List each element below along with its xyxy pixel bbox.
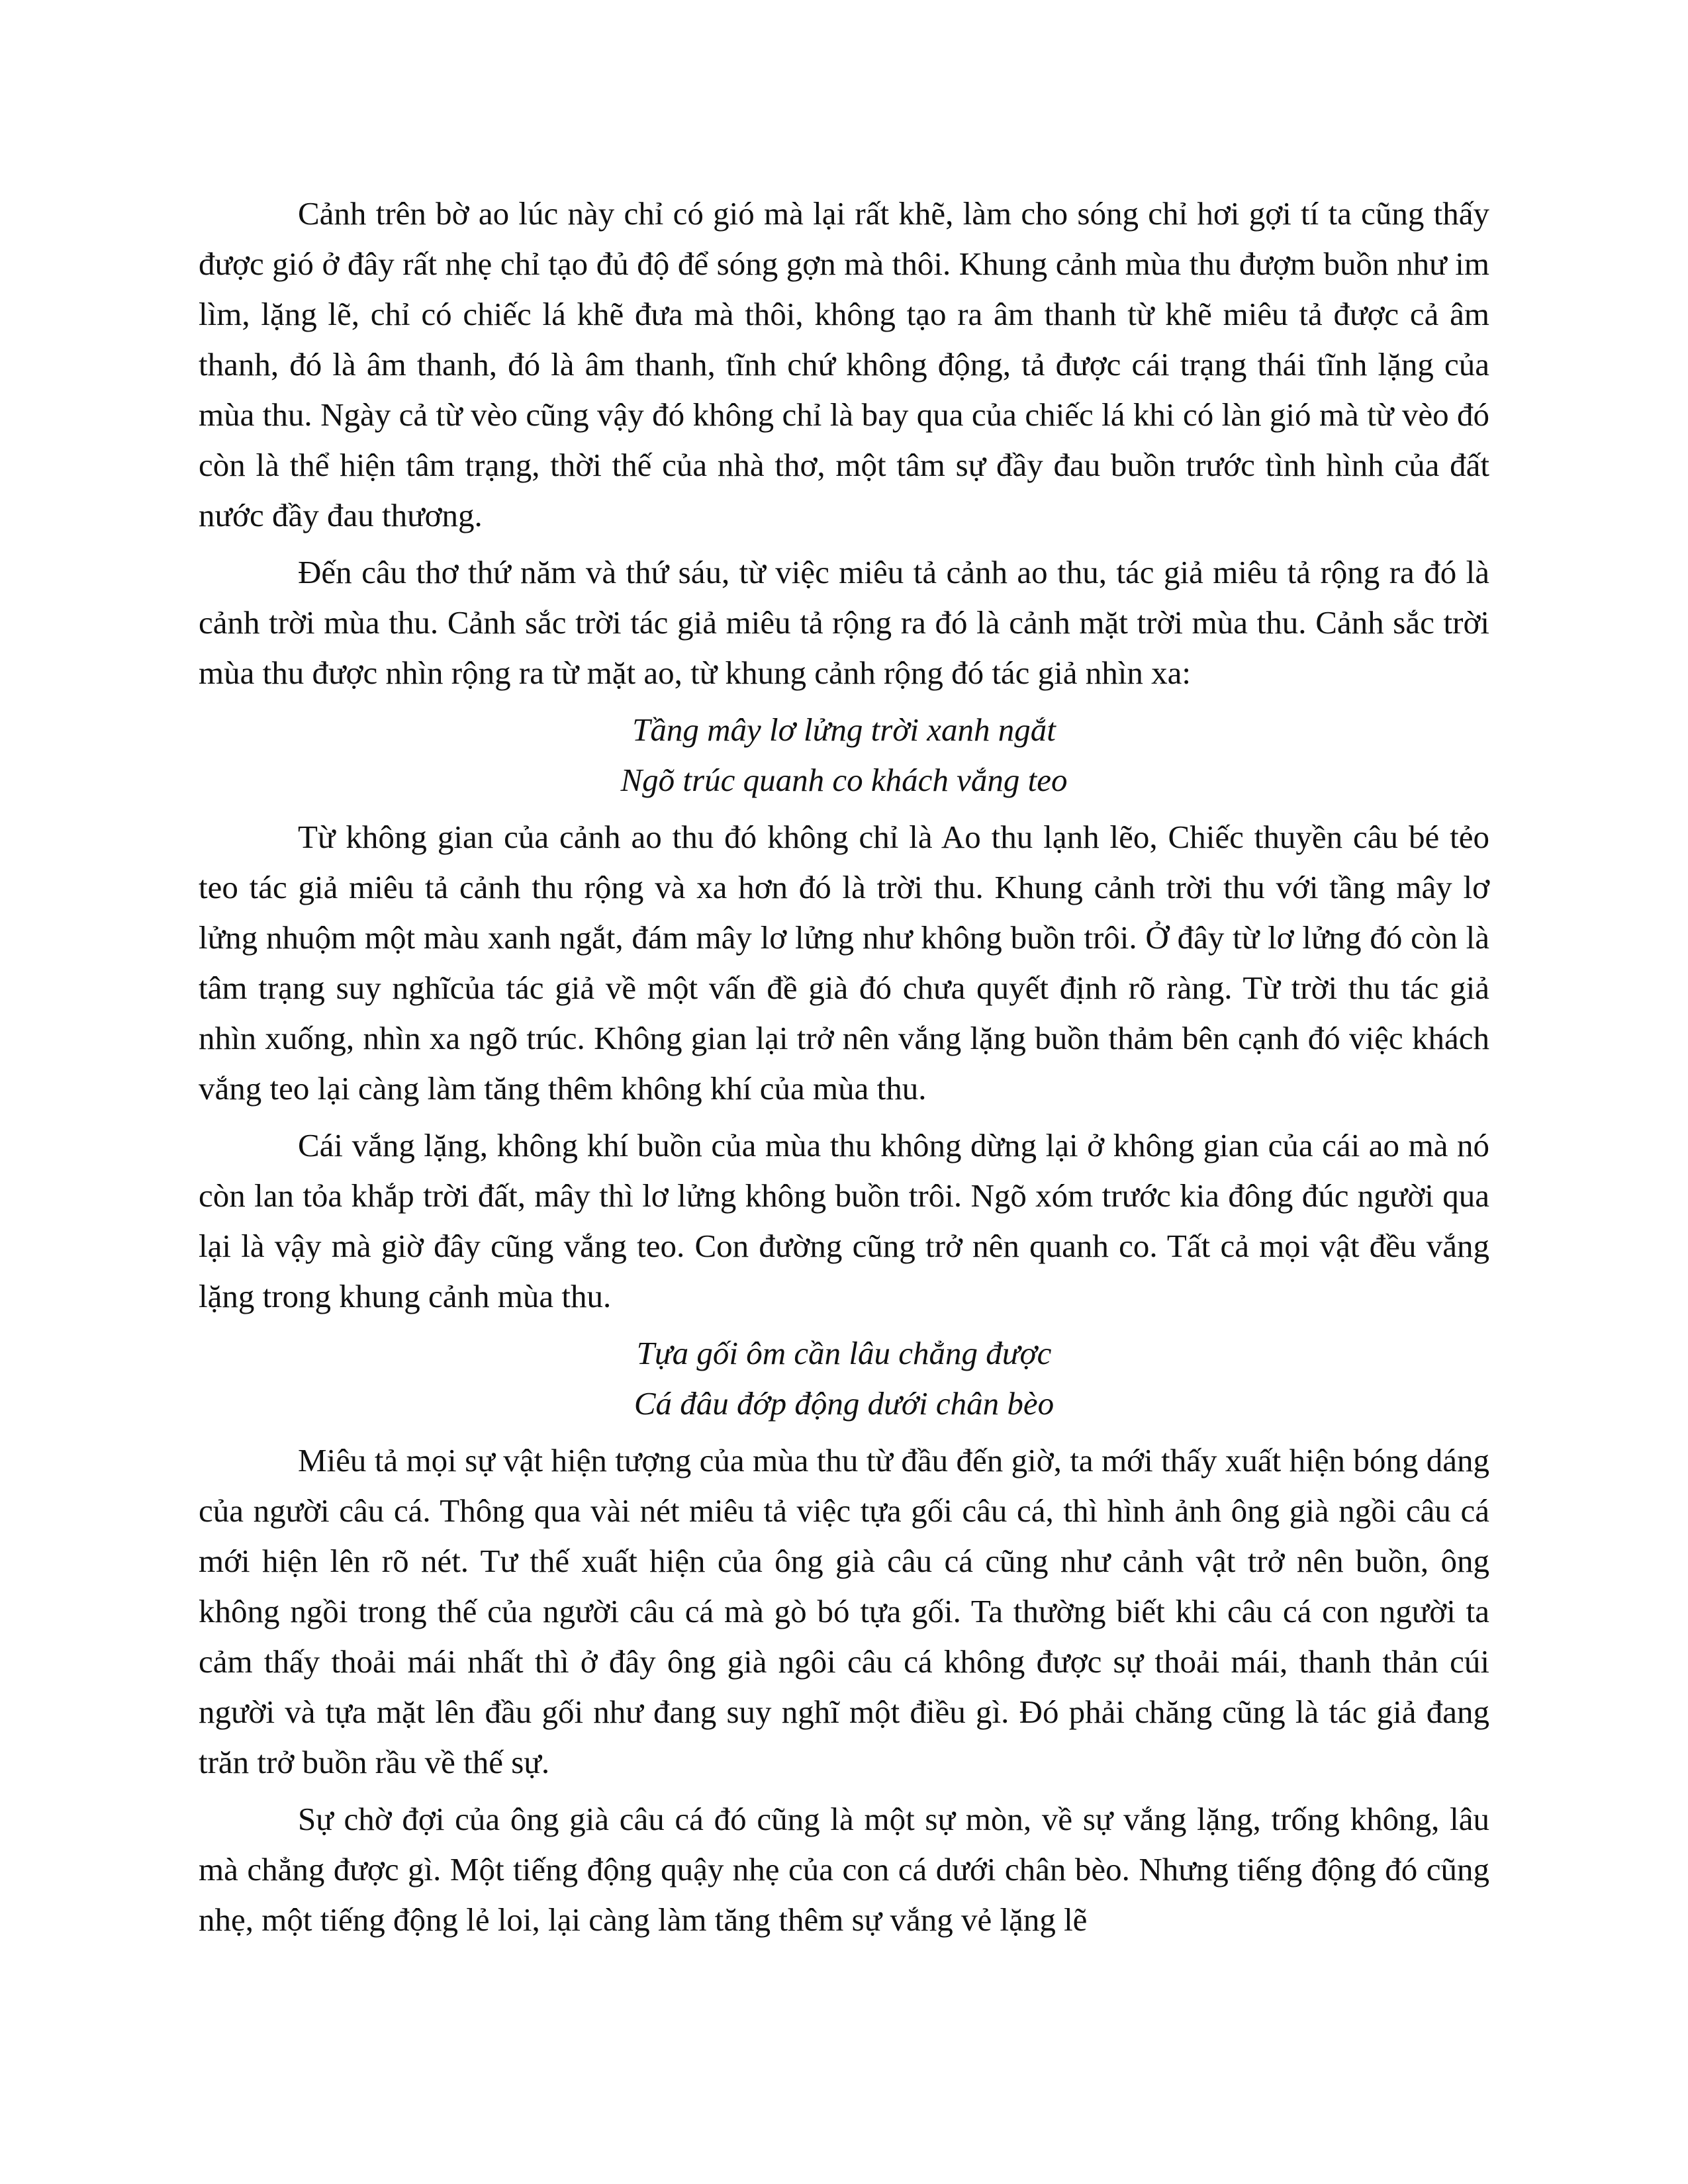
poem-verse-2 — [199, 1328, 1489, 1429]
paragraph-waiting: Sự chờ đợi của ông già câu cá đó cũng là một sự mòn, về sự vắng lặng, trống không, lâu mà chẳng được gì. Một tiếng động quậy nhẹ của con cá dưới chân bèo. Nhưng tiếng động đó cũng nhẹ, một tiếng động lẻ loi, lại càng làm tăng thêm sự vắng vẻ lặng lẽ — [199, 1801, 1489, 1938]
paragraph-space-analysis: Từ không gian của cảnh ao thu đó không chỉ là Ao thu lạnh lẽo, Chiếc thuyền câu bé tẻo teo tác giả miêu tả cảnh thu rộng và xa hơn đó là trời thu. Khung cảnh trời thu với tầng mây lơ lửng nhuộm một màu xanh ngắt, đám mây lơ lửng như không buồn trôi. Ở đây từ lơ lửng đó còn là tâm trạng suy nghĩcủa tác giả về một vấn đề già đó chưa quyết định rõ ràng. Từ trời thu tác giả nhìn xuống, nhìn xa ngõ trúc. Không gian lại trở nên vắng lặng buồn thảm bên cạnh đó việc khách vắng teo lại càng làm tăng thêm không khí của mùa thu. — [199, 819, 1489, 1107]
poem-line: Tầng mây lơ lửng trời xanh ngắt — [632, 711, 1056, 748]
poem-line: Tựa gối ôm cần lâu chẳng được — [636, 1335, 1052, 1371]
paragraph-silence: Cái vắng lặng, không khí buồn của mùa thu không dừng lại ở không gian của cái ao mà nó còn lan tỏa khắp trời đất, mây thì lơ lửng không buồn trôi. Ngõ xóm trước kia đông đúc người qua lại là vậy mà giờ đây cũng vắng teo. Con đường cũng trở nên quanh co. Tất cả mọi vật đều vắng lặng trong khung cảnh mùa thu. — [199, 1127, 1489, 1314]
poem-line: Cá đâu đớp động dưới chân bèo — [633, 1385, 1055, 1422]
paragraph-pond-scene: Cảnh trên bờ ao lúc này chỉ có gió mà lại rất khẽ, làm cho sóng chỉ hơi gợi tí ta cũng thấy được gió ở đây rất nhẹ chỉ tạo đủ độ để sóng gợn mà thôi. Khung cảnh mùa thu đượm buồn như im lìm, lặng lẽ, chỉ có chiếc lá khẽ đưa mà thôi, không tạo ra âm thanh từ khẽ miêu tả được cả âm thanh, đó là âm thanh, đó là âm thanh, tĩnh chứ không động, tả được cái trạng thái tĩnh lặng của mùa thu. Ngày cả từ vèo cũng vậy đó không chỉ là bay qua của chiếc lá khi có làn gió mà từ vèo đó còn là thể hiện tâm trạng, thời thế của nhà thơ, một tâm sự đầy đau buồn trước tình hình của đất nước đầy đau thương. — [199, 195, 1489, 533]
poem-verse-1 — [199, 705, 1489, 805]
paragraph-fisherman: Miêu tả mọi sự vật hiện tượng của mùa thu từ đầu đến giờ, ta mới thấy xuất hiện bóng dáng của người câu cá. Thông qua vài nét miêu tả việc tựa gối câu cá, thì hình ảnh ông già ngồi câu cá mới hiện lên rõ nét. Tư thế xuất hiện của ông già câu cá cũng như cảnh vật trở nên buồn, ông không ngồi trong thế của người câu cá mà gò bó tựa gối. Ta thường biết khi câu cá con người ta cảm thấy thoải mái nhất thì ở đây ông già ngôi câu cá không được sự thoải mái, thanh thản cúi người và tựa mặt lên đầu gối như đang suy nghĩ một điều gì. Đó phải chăng cũng là tác giả đang trăn trở buồn rầu về thế sự. — [199, 1442, 1489, 1780]
poem-line: Ngõ trúc quanh co khách vắng teo — [620, 762, 1068, 798]
document-page — [199, 189, 1489, 1952]
paragraph-autumn-sky: Đến câu thơ thứ năm và thứ sáu, từ việc miêu tả cảnh ao thu, tác giả miêu tả rộng ra đó là cảnh trời mùa thu. Cảnh sắc trời tác giả miêu tả rộng ra đó là cảnh mặt trời mùa thu. Cảnh sắc trời mùa thu được nhìn rộng ra từ mặt ao, từ khung cảnh rộng đó tác giả nhìn xa: — [199, 554, 1489, 691]
